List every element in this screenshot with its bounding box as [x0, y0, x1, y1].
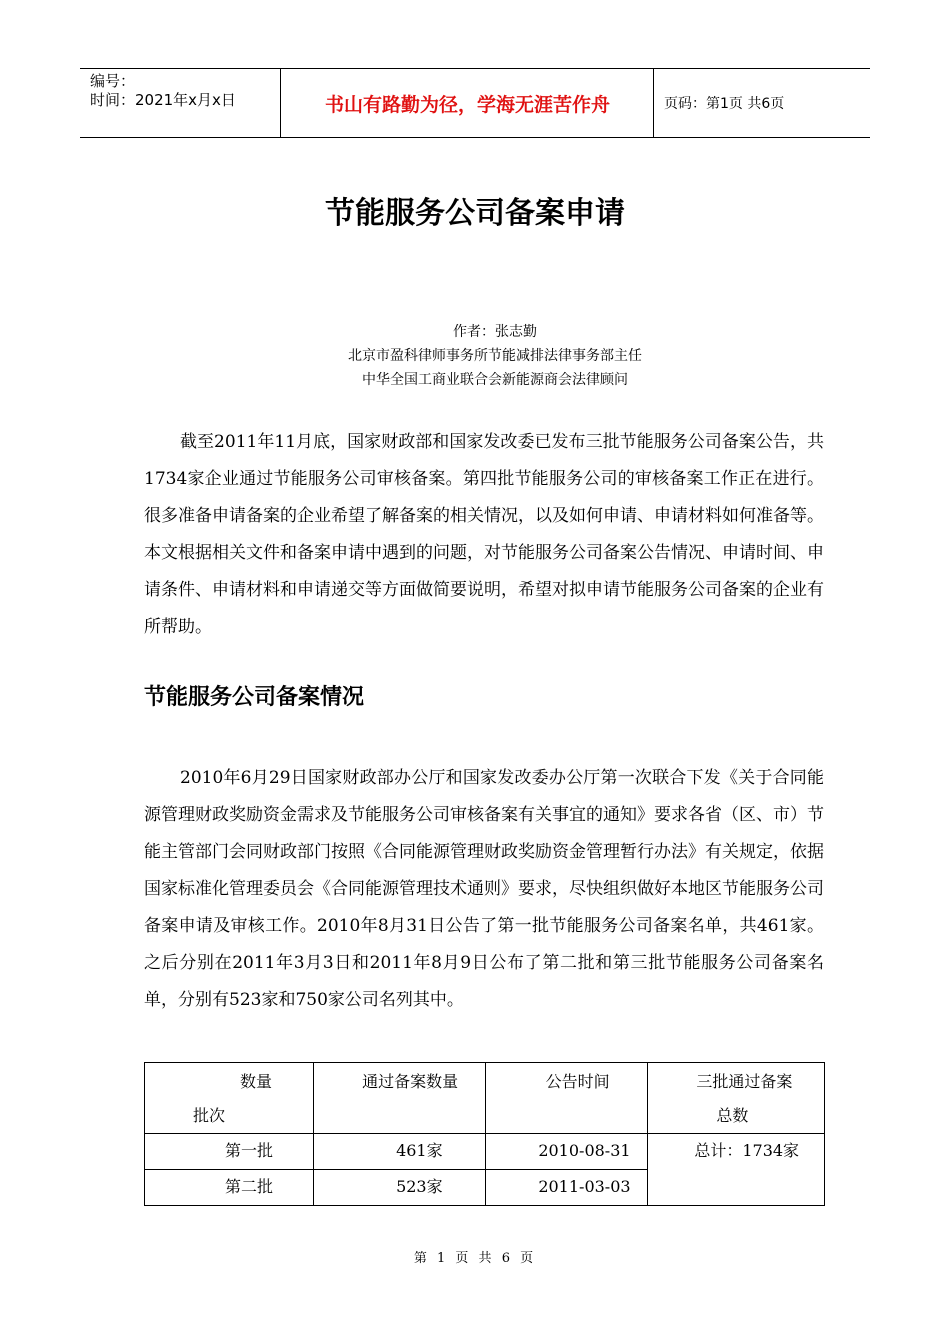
batch-cell: 第一批 — [145, 1134, 314, 1170]
page-footer: 第 1 页 共 6 页 — [413, 1251, 537, 1266]
batch-cell: 第二批 — [145, 1170, 314, 1206]
author-name: 作者：张志勤 — [453, 324, 537, 340]
page-info: 页码：第1页 共6页 — [664, 96, 785, 112]
intro-paragraph: 截至2011年11月底，国家财政部和国家发改委已发布三批节能服务公司备案公告，共1734家企业通过节能服务公司审核备案。第四批节能服务公司的审核备案工作正在进行。很多准备申请备案的企业希望了解备案的相关情况，以及如何申请、申请材料如何准备等。本文根据相关文件和备案申请中遇到的问题，对节能服务公司备案公告情况、申请时间、申请条件、申请材料和申请递交等方面做简要说明，希望对拟申请节能服务公司备案的企业有所帮助。 — [144, 432, 824, 637]
table-header-corner — [145, 1063, 314, 1134]
total-cell: 总计：1734家 — [648, 1134, 825, 1206]
table-header-total: 三批通过备案 总数 — [648, 1063, 825, 1134]
table-row — [145, 1134, 825, 1170]
motto: 书山有路勤为径，学海无涯苦作舟 — [282, 69, 654, 137]
count-cell: 461家 — [314, 1134, 485, 1170]
page-title: 节能服务公司备案申请 — [325, 196, 625, 231]
author-block — [0, 320, 950, 392]
table-header-count: 通过备案数量 — [314, 1063, 485, 1134]
header-quantity: 数量 — [240, 1072, 273, 1091]
author-affiliation: 中华全国工商业联合会新能源商会法律顾问 — [362, 372, 628, 388]
date-label: 时间：2021年x月x日 — [90, 91, 236, 109]
table-header-date: 公告时间 — [485, 1063, 648, 1134]
header-meta-cell — [80, 69, 281, 137]
count-cell: 523家 — [314, 1170, 485, 1206]
section-paragraph: 2010年6月29日国家财政部办公厅和国家发改委办公厅第一次联合下发《关于合同能源管理财政奖励资金需求及节能服务公司审核备案有关事宜的通知》要求各省（区、市）节能主管部门会同财政部门按照《合同能源管理财政奖励资金管理暂行办法》有关规定，依据国家标准化管理委员会《合同能源管理技术通则》要求，尽快组织做好本地区节能服务公司备案申请及审核工作。2010年8月31日公告了第一批节能服务公司备案名单，共461家。之后分别在2011年3月3日和2011年8月9日公布了第二批和第三批节能服务公司备案名单，分别有523家和750家公司名列其中。 — [144, 768, 824, 1010]
author-title: 北京市盈科律师事务所节能减排法律事务部主任 — [348, 348, 642, 364]
header-table — [80, 68, 870, 138]
header-batch: 批次 — [193, 1106, 226, 1125]
section-heading: 节能服务公司备案情况 — [144, 685, 365, 710]
date-cell: 2011-03-03 — [485, 1170, 648, 1206]
batch-table — [144, 1062, 825, 1206]
number-label: 编号： — [90, 72, 136, 90]
date-cell: 2010-08-31 — [485, 1134, 648, 1170]
